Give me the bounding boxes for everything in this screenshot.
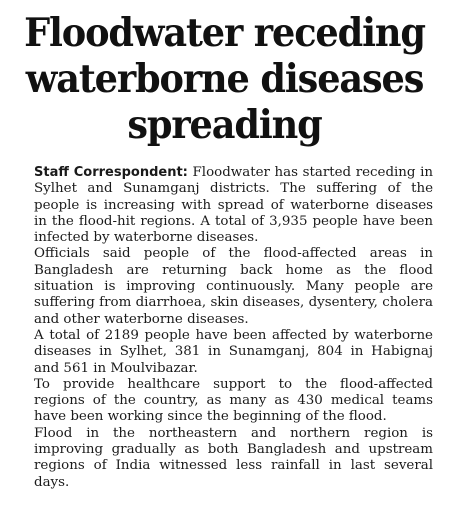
headline-line-3: spreading: [127, 102, 322, 148]
article-paragraph-3: A total of 2189 people have been affected by waterborne diseases in Sylhet, 381 in Sunamganj, 804 in Habignaj and 561 in Moulvibazar.: [34, 327, 433, 376]
headline: [19, 10, 430, 148]
article-paragraph-2: Officials said people of the flood-affected areas in Bangladesh are returning back home as the flood situation is improving continuously. Many people are suffering from diarrhoea, skin diseases, dysentery, cholera and other waterborne diseases.: [34, 246, 433, 327]
headline-line-2: waterborne diseases: [25, 56, 424, 102]
headline-line-1: Floodwater receding: [24, 10, 425, 56]
paragraph-1-text: Floodwater has started receding in Sylhet and Sunamganj districts. The suffering of the people is increasing with spread of waterborne diseases in the flood-hit regions. A total of 3,935 people have been infected by waterborne diseases.: [34, 165, 434, 246]
article-paragraph-1: [34, 165, 433, 246]
byline: Staff Correspondent:: [34, 165, 188, 180]
article-paragraph-4: To provide healthcare support to the flood-affected regions of the country, as many as 430 medical teams have been working since the beginning of the flood.: [34, 376, 433, 425]
article-body: [34, 165, 433, 491]
article-paragraph-5: Flood in the northeastern and northern region is improving gradually as both Bangladesh and upstream regions of India witnessed less rainfall in last several days.: [34, 425, 433, 490]
